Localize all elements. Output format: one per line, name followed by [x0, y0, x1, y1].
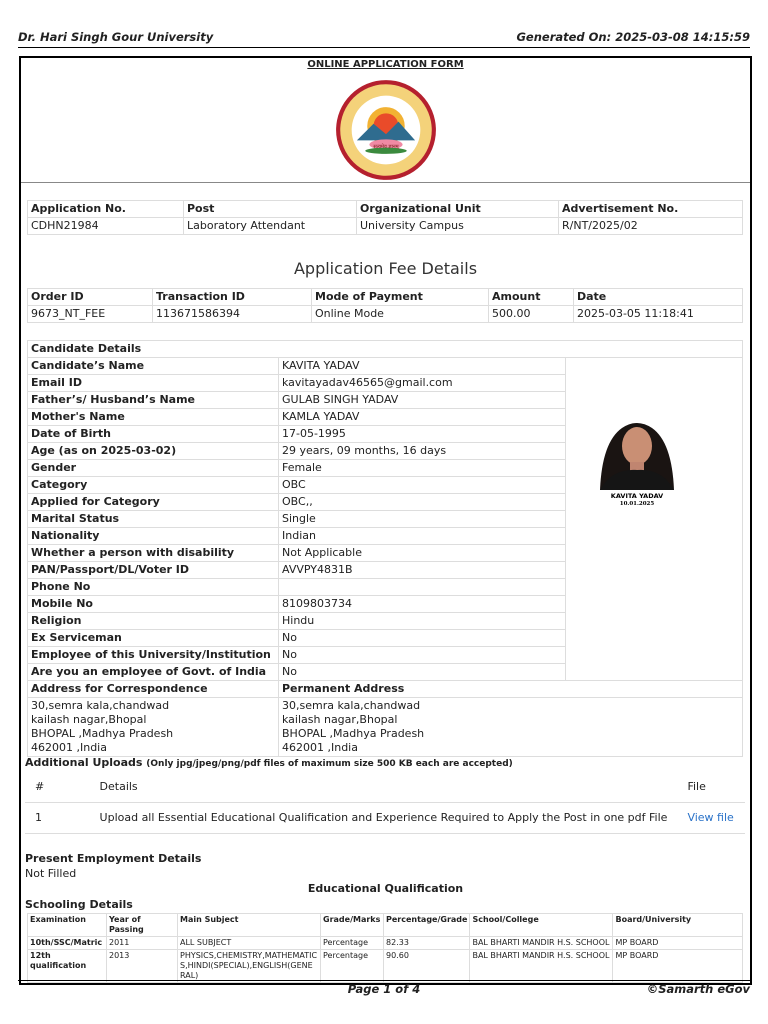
- candidate-label: Employee of this University/Institution: [28, 647, 279, 664]
- advertisement-no-header: Advertisement No.: [559, 201, 743, 218]
- amount-value: 500.00: [489, 306, 574, 323]
- application-header-row: [28, 201, 743, 218]
- uploads-note: (Only jpg/jpeg/png/pdf files of maximum size 500 KB each are accepted): [146, 759, 513, 769]
- post-value: Laboratory Attendant: [184, 218, 357, 235]
- uploads-col-details: Details: [90, 772, 678, 803]
- address-line: 462001 ,India: [31, 741, 107, 754]
- candidate-label: Religion: [28, 613, 279, 630]
- transaction-id-header: Transaction ID: [153, 289, 312, 306]
- candidate-value: Hindu: [279, 613, 566, 630]
- candidate-value: Single: [279, 511, 566, 528]
- order-id-header: Order ID: [28, 289, 153, 306]
- candidate-value: GULAB SINGH YADAV: [279, 392, 566, 409]
- header-divider: [18, 47, 750, 48]
- schooling-cell: PHYSICS,CHEMISTRY,MATHEMATICS,HINDI(SPECIAL),ENGLISH(GENERAL): [178, 950, 321, 983]
- org-unit-value: University Campus: [357, 218, 559, 235]
- uploads-header-row: [25, 772, 745, 803]
- upload-number: 1: [25, 803, 90, 834]
- candidate-value: OBC,,: [279, 494, 566, 511]
- address-line: 30,semra kala,chandwad: [282, 699, 421, 712]
- employment-title: Present Employment Details: [25, 852, 202, 865]
- upload-details: Upload all Essential Educational Qualification and Experience Required to Apply the Post in one pdf File: [90, 803, 678, 834]
- candidate-label: Candidate’s Name: [28, 358, 279, 375]
- schooling-cell: 90.60: [384, 950, 470, 983]
- schooling-cell: Percentage: [321, 937, 384, 950]
- amount-header: Amount: [489, 289, 574, 306]
- schooling-cell: 2013: [107, 950, 178, 983]
- fee-value-row: [28, 306, 743, 323]
- candidate-label: Ex Serviceman: [28, 630, 279, 647]
- candidate-value: No: [279, 630, 566, 647]
- schooling-table: [27, 913, 743, 983]
- application-value-row: [28, 218, 743, 235]
- schooling-cell: 2011: [107, 937, 178, 950]
- candidate-row: [28, 358, 743, 375]
- address-line: kailash nagar,Bhopal: [282, 713, 398, 726]
- fee-table: [27, 288, 743, 323]
- schooling-row: [28, 950, 743, 983]
- schooling-col-header: School/College: [470, 914, 613, 937]
- schooling-col-header: Examination: [28, 914, 107, 937]
- candidate-value: Female: [279, 460, 566, 477]
- schooling-cell: BAL BHARTI MANDIR H.S. SCHOOL: [470, 950, 613, 983]
- fee-header-row: [28, 289, 743, 306]
- order-id-value: 9673_NT_FEE: [28, 306, 153, 323]
- schooling-cell: ALL SUBJECT: [178, 937, 321, 950]
- schooling-cell: 10th/SSC/Matric: [28, 937, 107, 950]
- candidate-label: Mother's Name: [28, 409, 279, 426]
- candidate-value: [279, 579, 566, 596]
- fee-date-value: 2025-03-05 11:18:41: [574, 306, 743, 323]
- candidate-label: Are you an employee of Govt. of India: [28, 664, 279, 681]
- schooling-cell: 12th qualification: [28, 950, 107, 983]
- payment-mode-header: Mode of Payment: [312, 289, 489, 306]
- schooling-col-header: Percentage/Grade: [384, 914, 470, 937]
- schooling-title: Schooling Details: [25, 898, 133, 911]
- candidate-label: Father’s/ Husband’s Name: [28, 392, 279, 409]
- post-header: Post: [184, 201, 357, 218]
- candidate-value: OBC: [279, 477, 566, 494]
- page-number: Page 1 of 4: [347, 982, 421, 996]
- candidate-label: Category: [28, 477, 279, 494]
- candidate-label: Whether a person with disability: [28, 545, 279, 562]
- transaction-id-value: 113671586394: [153, 306, 312, 323]
- generated-timestamp: Generated On: 2025-03-08 14:15:59: [516, 30, 750, 44]
- schooling-col-header: Board/University: [613, 914, 743, 937]
- address-line: BHOPAL ,Madhya Pradesh: [282, 727, 425, 740]
- candidate-value: Indian: [279, 528, 566, 545]
- fee-section-title: Application Fee Details: [293, 259, 478, 278]
- correspondence-address: [28, 698, 279, 757]
- date-header: Date: [574, 289, 743, 306]
- candidate-label: Phone No: [28, 579, 279, 596]
- candidate-value: No: [279, 664, 566, 681]
- employment-value: Not Filled: [25, 867, 77, 880]
- org-unit-header: Organizational Unit: [357, 201, 559, 218]
- schooling-row: [28, 937, 743, 950]
- application-no-value: CDHN21984: [28, 218, 184, 235]
- candidate-label: Mobile No: [28, 596, 279, 613]
- schooling-cell: BAL BHARTI MANDIR H.S. SCHOOL: [470, 937, 613, 950]
- schooling-header-row: [28, 914, 743, 937]
- candidate-label: Applied for Category: [28, 494, 279, 511]
- candidate-table: [27, 340, 743, 757]
- candidate-section-row: [28, 341, 743, 358]
- candidate-label: Date of Birth: [28, 426, 279, 443]
- candidate-value: AVVPY4831B: [279, 562, 566, 579]
- address-line: kailash nagar,Bhopal: [31, 713, 147, 726]
- uploads-table: [25, 772, 745, 834]
- education-title: Educational Qualification: [307, 882, 464, 895]
- candidate-value: 29 years, 09 months, 16 days: [279, 443, 566, 460]
- candidate-value: KAVITA YADAV: [279, 358, 566, 375]
- candidate-value: Not Applicable: [279, 545, 566, 562]
- schooling-cell: MP BOARD: [613, 937, 743, 950]
- logo-divider: [21, 182, 750, 183]
- advertisement-no-value: R/NT/2025/02: [559, 218, 743, 235]
- permanent-address-label: Permanent Address: [279, 681, 743, 698]
- candidate-label: PAN/Passport/DL/Voter ID: [28, 562, 279, 579]
- uploads-col-number: #: [25, 772, 90, 803]
- candidate-label: Nationality: [28, 528, 279, 545]
- university-logo-icon: [334, 78, 438, 182]
- schooling-cell: Percentage: [321, 950, 384, 983]
- photo-caption-name: KAVITA YADAV: [610, 492, 664, 500]
- candidate-label: Age (as on 2025-03-02): [28, 443, 279, 460]
- candidate-label: Email ID: [28, 375, 279, 392]
- schooling-col-header: Main Subject: [178, 914, 321, 937]
- uploads-title: Additional Uploads: [25, 756, 143, 769]
- candidate-value: 17-05-1995: [279, 426, 566, 443]
- photo-cell: [566, 358, 743, 681]
- schooling-col-header: Grade/Marks: [321, 914, 384, 937]
- view-file-link[interactable]: View file: [677, 803, 745, 834]
- candidate-label: Marital Status: [28, 511, 279, 528]
- application-table: [27, 200, 743, 235]
- university-name: Dr. Hari Singh Gour University: [18, 30, 214, 44]
- address-value-row: [28, 698, 743, 757]
- photo-caption-date: 10.01.2025: [619, 501, 655, 507]
- candidate-value: No: [279, 647, 566, 664]
- candidate-value: KAMLA YADAV: [279, 409, 566, 426]
- footer-brand: ©Samarth eGov: [646, 982, 750, 996]
- page-footer: [18, 980, 750, 996]
- schooling-col-header: Year of Passing: [107, 914, 178, 937]
- address-line: BHOPAL ,Madhya Pradesh: [31, 727, 174, 740]
- address-line: 30,semra kala,chandwad: [31, 699, 170, 712]
- permanent-address: [279, 698, 743, 757]
- uploads-col-file: File: [677, 772, 745, 803]
- application-form: [19, 56, 752, 985]
- candidate-section-title: Candidate Details: [28, 341, 743, 358]
- candidate-value: kavitayadav46565@gmail.com: [279, 375, 566, 392]
- upload-row: [25, 803, 745, 834]
- correspondence-address-label: Address for Correspondence: [28, 681, 279, 698]
- address-line: 462001 ,India: [282, 741, 358, 754]
- application-no-header: Application No.: [28, 201, 184, 218]
- uploads-section-title: [25, 756, 513, 769]
- schooling-cell: 82.33: [384, 937, 470, 950]
- payment-mode-value: Online Mode: [312, 306, 489, 323]
- schooling-cell: MP BOARD: [613, 950, 743, 983]
- address-header-row: [28, 681, 743, 698]
- logo-motto: सत्यमेव ज्ञानम्: [373, 144, 399, 150]
- candidate-label: Gender: [28, 460, 279, 477]
- candidate-photo: [592, 402, 682, 508]
- candidate-value: 8109803734: [279, 596, 566, 613]
- form-title: ONLINE APPLICATION FORM: [307, 59, 464, 70]
